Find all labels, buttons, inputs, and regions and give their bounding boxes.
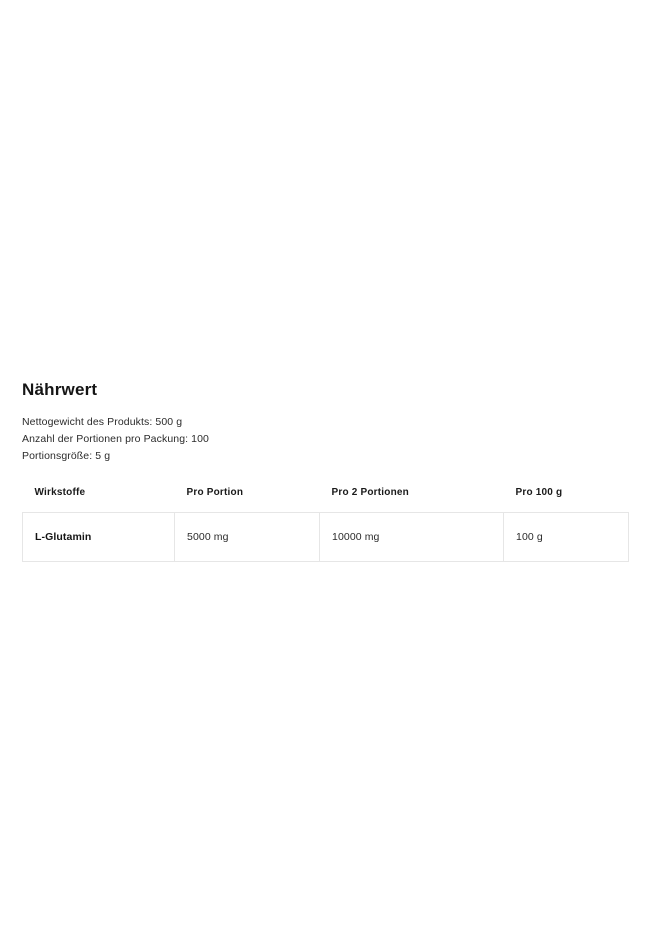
meta-servings-per-package: Anzahl der Portionen pro Packung: 100 (22, 433, 209, 446)
nutrition-panel (22, 380, 630, 562)
page-title: Nährwert (22, 380, 98, 399)
column-header-per-100g: Pro 100 g (515, 487, 563, 499)
nutrition-table (22, 487, 629, 562)
column-header-per-two-servings: Pro 2 Portionen (331, 487, 409, 499)
cell-per-two-servings: 10000 mg (320, 513, 504, 562)
cell-per-serving: 5000 mg (175, 513, 320, 562)
meta-serving-size: Portionsgröße: 5 g (22, 450, 111, 463)
cell-substance-name: L-Glutamin (23, 513, 175, 562)
cell-per-100g: 100 g (504, 513, 629, 562)
table-header-row (23, 487, 629, 513)
column-header-per-serving: Pro Portion (186, 487, 244, 499)
column-header-substances: Wirkstoffe (34, 487, 86, 499)
table-row (23, 513, 629, 562)
product-meta-list (22, 414, 630, 465)
meta-net-weight: Nettogewicht des Produkts: 500 g (22, 416, 183, 429)
